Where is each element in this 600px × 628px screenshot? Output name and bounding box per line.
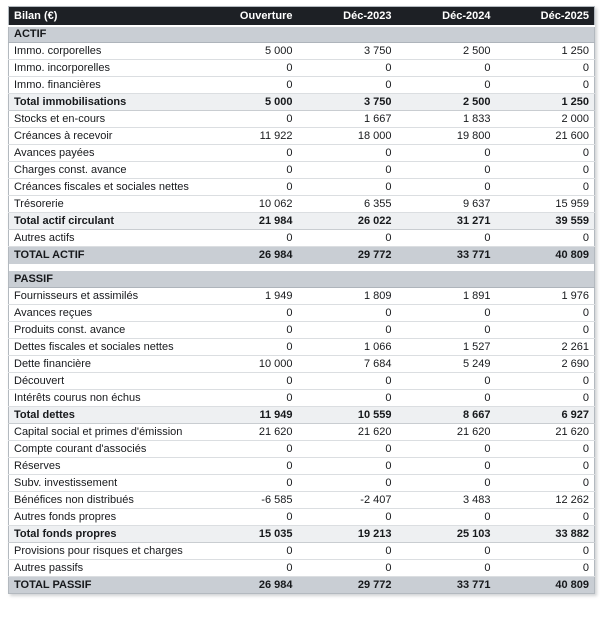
cell-value: 0 [298,322,397,339]
cell-value: 0 [298,458,397,475]
cell-value: 0 [397,230,496,247]
cell-value: 40 809 [496,577,595,594]
cell-value: 0 [496,77,595,94]
cell-value: 1 949 [199,288,298,305]
section-header-row [9,26,595,43]
row-label: Capital social et primes d'émission [9,424,199,441]
row-label: Charges const. avance [9,162,199,179]
row-label: Produits const. avance [9,322,199,339]
table-row [9,373,595,390]
cell-value: 33 771 [397,247,496,264]
row-label: Avances reçues [9,305,199,322]
table-row [9,288,595,305]
cell-value: 0 [496,509,595,526]
subtotal-row [9,407,595,424]
cell-value: 0 [397,322,496,339]
cell-value: 25 103 [397,526,496,543]
cell-value: 0 [397,441,496,458]
cell-value: 10 559 [298,407,397,424]
cell-value: 0 [397,179,496,196]
row-label: Intérêts courus non échus [9,390,199,407]
cell-value: -6 585 [199,492,298,509]
cell-value: 0 [199,560,298,577]
row-label: Total actif circulant [9,213,199,230]
row-label: Provisions pour risques et charges [9,543,199,560]
cell-value: 1 066 [298,339,397,356]
column-header-dec-2024: Déc-2024 [397,7,496,26]
cell-value: 10 062 [199,196,298,213]
cell-value: 11 949 [199,407,298,424]
cell-value: 1 809 [298,288,397,305]
cell-value: 0 [298,230,397,247]
cell-value: 26 022 [298,213,397,230]
row-label: Immo. financières [9,77,199,94]
column-header-dec-2023: Déc-2023 [298,7,397,26]
cell-value: 0 [496,145,595,162]
table-row [9,196,595,213]
table-row [9,390,595,407]
table-row [9,145,595,162]
grand-total-row [9,577,595,594]
table-row [9,458,595,475]
row-label: Dettes fiscales et sociales nettes [9,339,199,356]
table-row [9,179,595,196]
cell-value: 0 [199,322,298,339]
cell-value: 1 250 [496,43,595,60]
table-row [9,560,595,577]
table-row [9,475,595,492]
cell-value: 0 [496,230,595,247]
cell-value: 0 [298,77,397,94]
cell-value: 21 620 [199,424,298,441]
table-row [9,509,595,526]
row-label: Total immobilisations [9,94,199,111]
table-header-row [9,7,595,26]
cell-value: 3 750 [298,43,397,60]
cell-value: 0 [298,560,397,577]
cell-value: 19 213 [298,526,397,543]
cell-value: 0 [397,162,496,179]
row-label: Autres actifs [9,230,199,247]
cell-value: 2 261 [496,339,595,356]
row-label: Réserves [9,458,199,475]
cell-value: 0 [397,77,496,94]
table-row [9,441,595,458]
row-label: Trésorerie [9,196,199,213]
cell-value: 1 976 [496,288,595,305]
row-label: TOTAL PASSIF [9,577,199,594]
column-header-ouverture: Ouverture [199,7,298,26]
cell-value: 12 262 [496,492,595,509]
cell-value: 0 [496,179,595,196]
cell-value: 0 [496,543,595,560]
cell-value: 0 [298,145,397,162]
cell-value: 0 [397,560,496,577]
cell-value: 0 [199,305,298,322]
cell-value: 0 [298,543,397,560]
cell-value: 0 [298,390,397,407]
cell-value: 0 [199,475,298,492]
row-label: Créances à recevoir [9,128,199,145]
cell-value: 0 [496,441,595,458]
column-header-dec-2025: Déc-2025 [496,7,595,26]
cell-value: 1 667 [298,111,397,128]
cell-value: 6 355 [298,196,397,213]
cell-value: 9 637 [397,196,496,213]
table-row [9,305,595,322]
row-label: Bénéfices non distribués [9,492,199,509]
table-body [9,26,595,594]
row-label: Avances payées [9,145,199,162]
cell-value: 15 959 [496,196,595,213]
cell-value: 0 [199,339,298,356]
cell-value: 21 984 [199,213,298,230]
cell-value: 0 [199,179,298,196]
cell-value: 0 [199,509,298,526]
cell-value: 1 527 [397,339,496,356]
section-label: PASSIF [9,271,595,288]
cell-value: 1 250 [496,94,595,111]
cell-value: 19 800 [397,128,496,145]
row-label: Immo. incorporelles [9,60,199,77]
cell-value: 7 684 [298,356,397,373]
cell-value: 0 [496,373,595,390]
cell-value: 8 667 [397,407,496,424]
cell-value: 0 [199,458,298,475]
table-row [9,111,595,128]
row-label: Fournisseurs et assimilés [9,288,199,305]
cell-value: 15 035 [199,526,298,543]
subtotal-row [9,94,595,111]
cell-value: 26 984 [199,577,298,594]
cell-value: 2 690 [496,356,595,373]
table-row [9,230,595,247]
row-label: Total fonds propres [9,526,199,543]
cell-value: 0 [298,373,397,390]
table-title: Bilan (€) [9,7,199,26]
cell-value: 1 891 [397,288,496,305]
cell-value: 0 [496,60,595,77]
cell-value: 0 [199,162,298,179]
cell-value: 40 809 [496,247,595,264]
grand-total-row [9,247,595,264]
cell-value: 0 [397,60,496,77]
cell-value: 0 [397,390,496,407]
cell-value: 0 [496,305,595,322]
cell-value: 0 [298,179,397,196]
cell-value: 0 [199,111,298,128]
table-row [9,339,595,356]
cell-value: 26 984 [199,247,298,264]
subtotal-row [9,526,595,543]
cell-value: 0 [298,475,397,492]
row-label: Total dettes [9,407,199,424]
cell-value: 0 [397,475,496,492]
cell-value: 6 927 [496,407,595,424]
cell-value: 0 [496,162,595,179]
cell-value: 0 [298,305,397,322]
cell-value: 0 [199,145,298,162]
cell-value: 31 271 [397,213,496,230]
cell-value: 0 [298,509,397,526]
cell-value: 0 [397,458,496,475]
row-label: TOTAL ACTIF [9,247,199,264]
row-label: Stocks et en-cours [9,111,199,128]
cell-value: 5 249 [397,356,496,373]
cell-value: 29 772 [298,577,397,594]
cell-value: 0 [397,543,496,560]
row-label: Immo. corporelles [9,43,199,60]
cell-value: 1 833 [397,111,496,128]
cell-value: 0 [496,322,595,339]
cell-value: 0 [397,373,496,390]
cell-value: 0 [298,60,397,77]
table-row [9,128,595,145]
cell-value: 0 [199,230,298,247]
cell-value: 33 882 [496,526,595,543]
cell-value: 18 000 [298,128,397,145]
table-row [9,43,595,60]
balance-sheet-table [8,6,595,594]
cell-value: 0 [397,509,496,526]
cell-value: 21 600 [496,128,595,145]
cell-value: 5 000 [199,94,298,111]
cell-value: 2 500 [397,94,496,111]
cell-value: 0 [199,373,298,390]
cell-value: 0 [496,475,595,492]
cell-value: 0 [199,77,298,94]
subtotal-row [9,213,595,230]
cell-value: 0 [199,60,298,77]
section-label: ACTIF [9,26,595,43]
table-row [9,162,595,179]
cell-value: 21 620 [496,424,595,441]
cell-value: 3 483 [397,492,496,509]
cell-value: 21 620 [298,424,397,441]
row-label: Créances fiscales et sociales nettes [9,179,199,196]
cell-value: 33 771 [397,577,496,594]
table-row [9,492,595,509]
cell-value: 0 [496,390,595,407]
table-row [9,60,595,77]
cell-value: 0 [397,305,496,322]
cell-value: 0 [199,390,298,407]
table-row [9,77,595,94]
spacer-row [9,264,595,271]
cell-value: 11 922 [199,128,298,145]
table-row [9,356,595,373]
row-label: Découvert [9,373,199,390]
cell-value: -2 407 [298,492,397,509]
cell-value: 2 500 [397,43,496,60]
cell-value: 10 000 [199,356,298,373]
cell-value: 0 [496,458,595,475]
table-row [9,424,595,441]
cell-value: 29 772 [298,247,397,264]
cell-value: 0 [199,543,298,560]
cell-value: 21 620 [397,424,496,441]
cell-value: 2 000 [496,111,595,128]
cell-value: 0 [298,441,397,458]
row-label: Autres fonds propres [9,509,199,526]
spacer-cell [9,264,595,271]
cell-value: 0 [397,145,496,162]
cell-value: 0 [496,560,595,577]
cell-value: 0 [298,162,397,179]
section-header-row [9,271,595,288]
table-row [9,543,595,560]
row-label: Autres passifs [9,560,199,577]
cell-value: 5 000 [199,43,298,60]
row-label: Compte courant d'associés [9,441,199,458]
table-row [9,322,595,339]
cell-value: 3 750 [298,94,397,111]
row-label: Dette financière [9,356,199,373]
cell-value: 0 [199,441,298,458]
cell-value: 39 559 [496,213,595,230]
row-label: Subv. investissement [9,475,199,492]
